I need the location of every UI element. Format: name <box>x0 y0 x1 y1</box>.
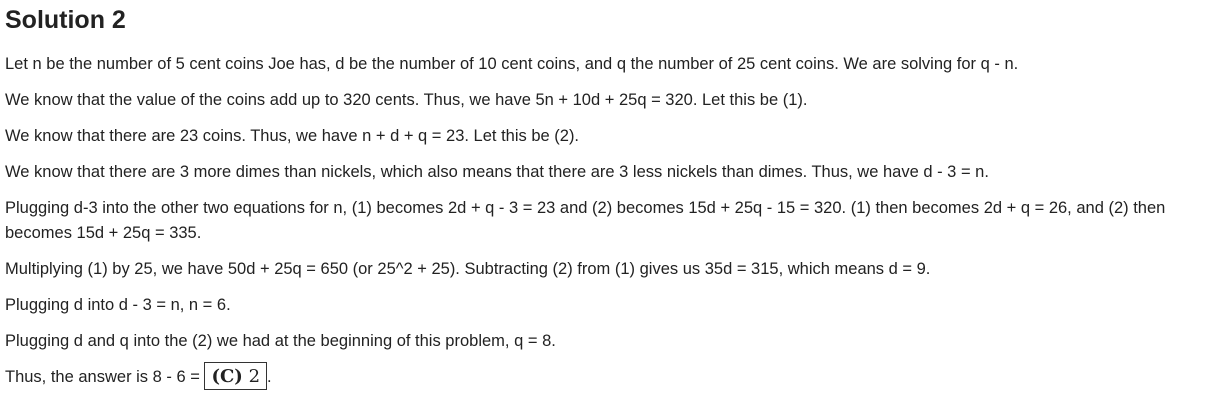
answer-choice: (C) <box>211 365 243 387</box>
paragraph-conclusion <box>5 365 1205 390</box>
paragraph-substitution: Plugging d-3 into the other two equations for n, (1) becomes 2d + q - 3 = 23 and (2) becomes 15d + 25q - 15 = 320. (1) then becomes 2d + q = 26, and (2) then becomes 15d + 25q = 335. <box>5 199 1166 242</box>
answer-box <box>204 362 267 390</box>
paragraph-definitions: Let n be the number of 5 cent coins Joe has, d be the number of 10 cent coins, and q the number of 25 cent coins. We are solving for q - n. <box>5 55 1019 73</box>
paragraph-dimes-nickels: We know that there are 3 more dimes than nickels, which also means that there are 3 less nickels than dimes. Thus, we have d - 3 = n. <box>5 163 989 181</box>
answer-value: 2 <box>248 365 261 387</box>
conclusion-text: Thus, the answer is 8 - 6 = <box>5 368 205 386</box>
paragraph-multiplying: Multiplying (1) by 25, we have 50d + 25q = 650 (or 25^2 + 25). Subtracting (2) from (1) gives us 35d = 315, which means d = 9. <box>5 260 931 278</box>
solution-section <box>5 0 1205 401</box>
paragraph-count-equation: We know that there are 23 coins. Thus, we have n + d + q = 23. Let this be (2). <box>5 127 580 145</box>
solution-heading: Solution 2 <box>5 6 126 34</box>
conclusion-period: . <box>267 368 272 386</box>
paragraph-solve-q: Plugging d and q into the (2) we had at the beginning of this problem, q = 8. <box>5 332 556 350</box>
paragraph-value-equation: We know that the value of the coins add up to 320 cents. Thus, we have 5n + 10d + 25q = 320. Let this be (1). <box>5 91 808 109</box>
paragraph-solve-n: Plugging d into d - 3 = n, n = 6. <box>5 296 231 314</box>
